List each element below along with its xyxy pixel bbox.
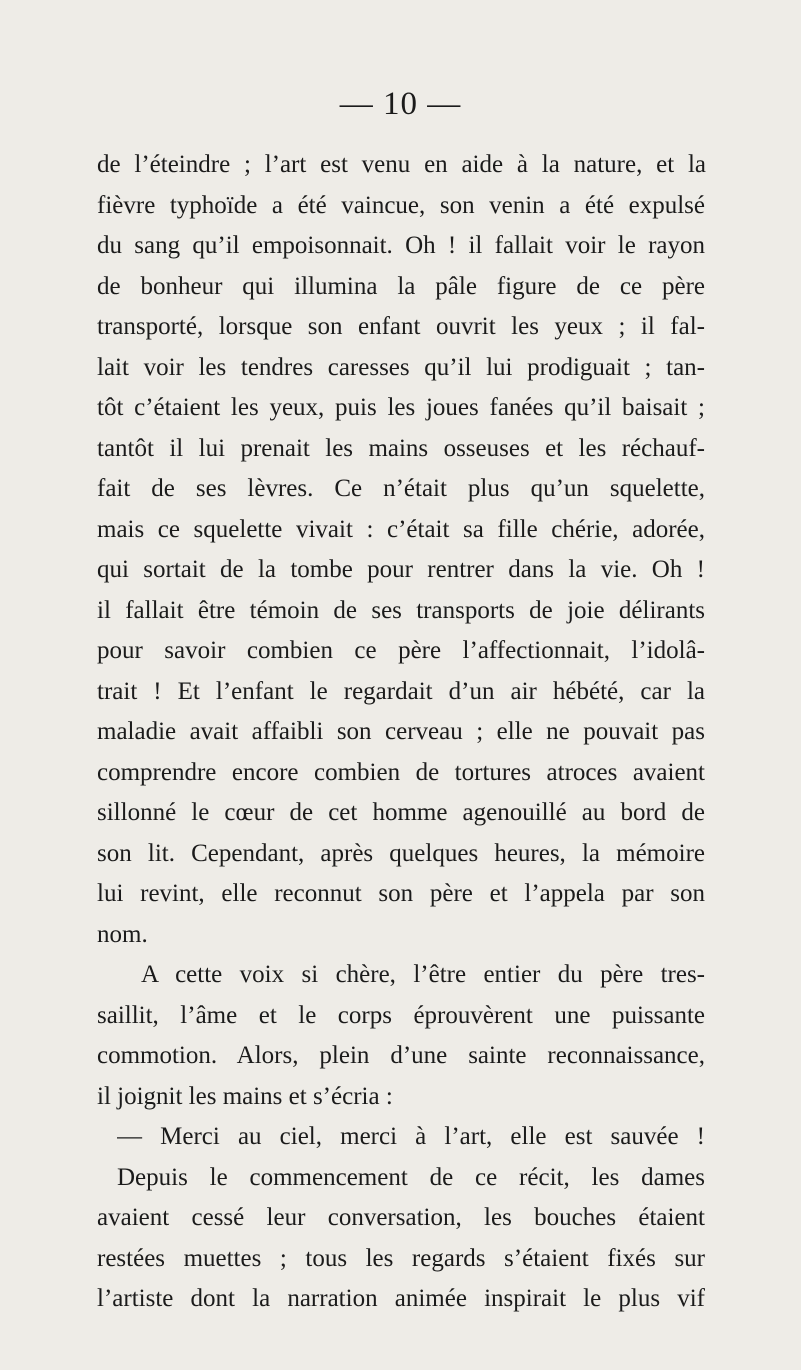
text-line: fièvre typhoïde a été vaincue, son venin a été expulsé: [97, 191, 705, 219]
text-line: qui sortait de la tombe pour rentrer dans la vie. Oh !: [97, 556, 705, 583]
text-line: A cette voix si chère, l’être entier du père tres-: [141, 961, 705, 988]
text-line: transporté, lorsque son enfant ouvrit les yeux ; il fal-: [97, 313, 705, 340]
text-line: il fallait être témoin de ses transports de joie délirants: [97, 596, 705, 624]
text-line: mais ce squelette vivait : c’était sa fille chérie, adorée,: [97, 515, 705, 543]
text-line: tantôt il lui prenait les mains osseuses et les réchauf-: [97, 434, 705, 462]
text-line: l’artiste dont la narration animée inspirait le plus vif: [97, 1285, 705, 1312]
text-line: restées muettes ; tous les regards s’étaient fixés sur: [97, 1244, 705, 1272]
text-line: comprendre encore combien de tortures atroces avaient: [97, 758, 705, 786]
text-line: Depuis le commencement de ce récit, les dames: [117, 1163, 705, 1191]
text-line: commotion. Alors, plein d’une sainte reconnaissance,: [97, 1042, 705, 1069]
text-line: maladie avait affaibli son cerveau ; elle ne pouvait pas: [97, 718, 705, 745]
text-line: pour savoir combien ce père l’affectionnait, l’idolâ-: [97, 637, 705, 664]
text-line: — Merci au ciel, merci à l’art, elle est sauvée !: [117, 1123, 705, 1150]
text-line: lait voir les tendres caresses qu’il lui prodiguait ; tan-: [97, 353, 705, 381]
text-line: nom.: [97, 920, 148, 948]
text-line: son lit. Cependant, après quelques heures, la mémoire: [97, 839, 705, 867]
text-line: lui revint, elle reconnut son père et l’appela par son: [97, 880, 705, 907]
body-text: [0, 145, 801, 1325]
text-line: saillit, l’âme et le corps éprouvèrent une puissante: [97, 1001, 705, 1029]
page-number: — 10 —: [339, 86, 462, 122]
text-line: de l’éteindre ; l’art est venu en aide à la nature, et la: [97, 151, 706, 178]
text-line: fait de ses lèvres. Ce n’était plus qu’un squelette,: [97, 475, 705, 502]
text-line: tôt c’étaient les yeux, puis les joues fanées qu’il baisait ;: [97, 394, 705, 421]
text-line: avaient cessé leur conversation, les bouches étaient: [97, 1204, 705, 1231]
text-line: du sang qu’il empoisonnait. Oh ! il fallait voir le rayon: [97, 232, 705, 259]
text-line: sillonné le cœur de cet homme agenouillé au bord de: [97, 799, 705, 826]
text-line: il joignit les mains et s’écria :: [97, 1082, 393, 1110]
text-line: de bonheur qui illumina la pâle figure de ce père: [97, 272, 705, 300]
text-line: trait ! Et l’enfant le regardait d’un air hébété, car la: [97, 677, 705, 705]
